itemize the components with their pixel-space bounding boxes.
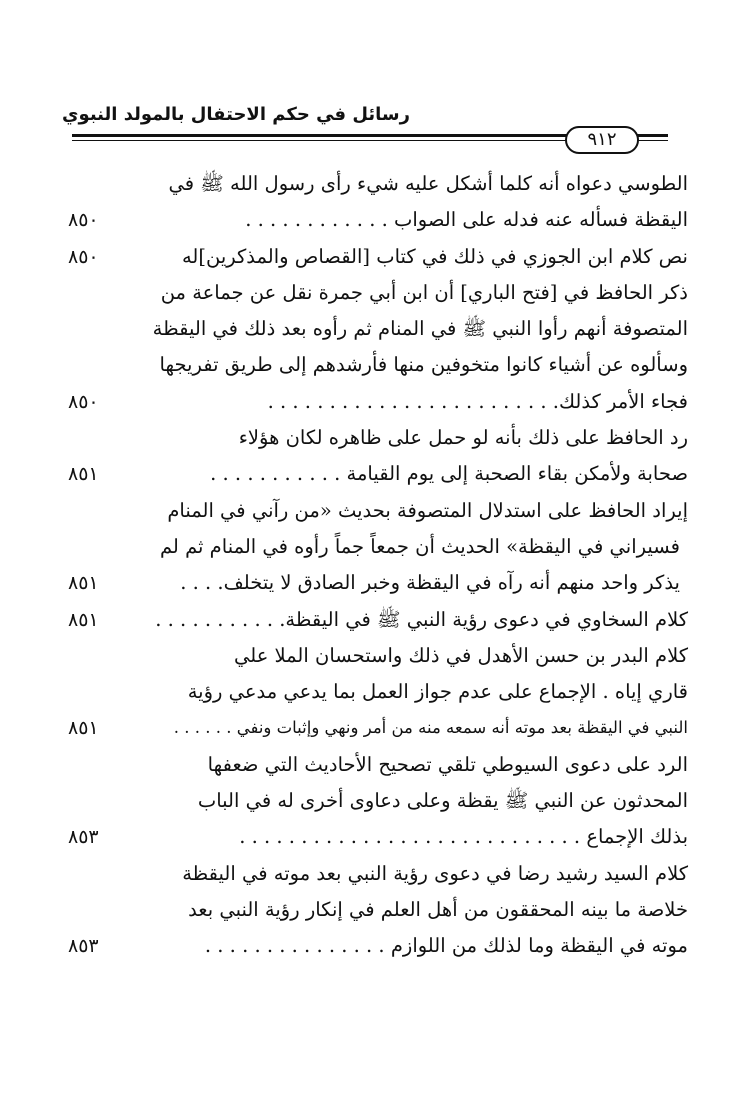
toc-line — [68, 456, 688, 492]
table-of-contents — [68, 166, 688, 965]
toc-line — [68, 674, 688, 710]
toc-entry-text: الرد على دعوى السيوطي تلقي تصحيح الأحاديث التي ضعفها — [207, 752, 688, 776]
toc-page-number: ٨٥٠ — [68, 209, 99, 232]
toc-line — [68, 166, 688, 202]
toc-line — [68, 710, 688, 746]
toc-entry-text: صحابة ولأمكن بقاء الصحبة إلى يوم القيامة . . . . . . . . . . . — [210, 462, 688, 486]
toc-entry-text: إيراد الحافظ على استدلال المتصوفة بحديث «من رآني في المنام — [167, 498, 688, 522]
toc-entry-text: كلام السيد رشيد رضا في دعوى رؤية النبي بعد موته في اليقظة — [182, 861, 688, 885]
toc-entry-text: ذكر الحافظ في [فتح الباري] أن ابن أبي جمرة نقل عن جماعة من — [160, 280, 688, 304]
running-header-title: رسائل في حكم الاحتفال بالمولد النبوي — [62, 104, 410, 125]
toc-page-number: ٨٥٠ — [68, 245, 99, 268]
toc-entry-text: المحدثون عن النبي ﷺ يقظة وعلى دعاوى أخرى له في الباب — [197, 789, 688, 813]
toc-entry-text: الطوسي دعواه أنه كلما أشكل عليه شيء رأى رسول الله ﷺ في — [168, 172, 688, 195]
toc-entry-text: يذكر واحد منهم أنه رآه في اليقظة وخبر الصادق لا يتخلف. . . . — [180, 571, 680, 595]
toc-line — [68, 239, 688, 275]
toc-line — [68, 928, 688, 964]
toc-line — [68, 347, 688, 383]
toc-entry-text: كلام البدر بن حسن الأهدل في ذلك واستحسان الملا علي — [233, 643, 688, 667]
toc-line — [68, 783, 688, 819]
toc-entry-text: النبي في اليقظة بعد موته أنه سمعه منه من أمر ونهي وإثبات ونفي . . . . . . — [173, 718, 688, 738]
toc-line — [68, 311, 688, 347]
toc-entry-text: رد الحافظ على ذلك بأنه لو حمل على ظاهره لكان هؤلاء — [238, 426, 688, 450]
toc-line — [68, 529, 688, 565]
toc-entry-text: اليقظة فسأله عنه فدله على الصواب . . . . . . . . . . . . — [245, 208, 688, 232]
toc-page-number: ٨٥١ — [68, 572, 99, 595]
toc-line — [68, 384, 688, 420]
toc-entry-text: وسألوه عن أشياء كانوا متخوفين منها فأرشدهم إلى طريق تفريجها — [159, 353, 688, 377]
toc-line — [68, 275, 688, 311]
toc-entry-text: موته في اليقظة وما لذلك من اللوازم . . . . . . . . . . . . . . . — [204, 934, 688, 958]
toc-line — [68, 493, 688, 529]
toc-entry-text: نص كلام ابن الجوزي في ذلك في كتاب [القصاص والمذكرين]له — [181, 244, 688, 268]
toc-line — [68, 565, 688, 601]
toc-page-number: ٨٥١ — [68, 608, 99, 631]
toc-page-number: ٨٥١ — [68, 717, 99, 740]
toc-line — [68, 856, 688, 892]
toc-entry-text: قاري إياه . الإجماع على عدم جواز العمل بما يدعي مدعي رؤية — [187, 680, 688, 704]
toc-line — [68, 638, 688, 674]
toc-page-number: ٨٥٠ — [68, 390, 99, 413]
toc-entry-text: بذلك الإجماع . . . . . . . . . . . . . . . . . . . . . . . . . . . . — [239, 825, 688, 849]
toc-line — [68, 819, 688, 855]
toc-line — [68, 892, 688, 928]
toc-line — [68, 202, 688, 238]
toc-line — [68, 602, 688, 638]
toc-line — [68, 747, 688, 783]
toc-line — [68, 420, 688, 456]
toc-entry-text: كلام السخاوي في دعوى رؤية النبي ﷺ في اليقظة. . . . . . . . . . . — [155, 607, 688, 631]
page-number-badge: ٩١٢ — [565, 126, 639, 154]
toc-page-number: ٨٥٣ — [68, 826, 99, 849]
toc-entry-text: المتصوفة أنهم رأوا النبي ﷺ في المنام ثم رأوه بعد ذلك في اليقظة — [152, 317, 688, 341]
toc-entry-text: فسيراني في اليقظة» الحديث أن جمعاً جماً رأوه في المنام ثم لم — [159, 534, 680, 558]
toc-entry-text: خلاصة ما بينه المحققون من أهل العلم في إنكار رؤية النبي بعد — [188, 897, 688, 921]
toc-page-number: ٨٥٣ — [68, 935, 99, 958]
toc-entry-text: فجاء الأمر كذلك. . . . . . . . . . . . . . . . . . . . . . . . — [267, 389, 688, 413]
toc-page-number: ٨٥١ — [68, 463, 99, 486]
